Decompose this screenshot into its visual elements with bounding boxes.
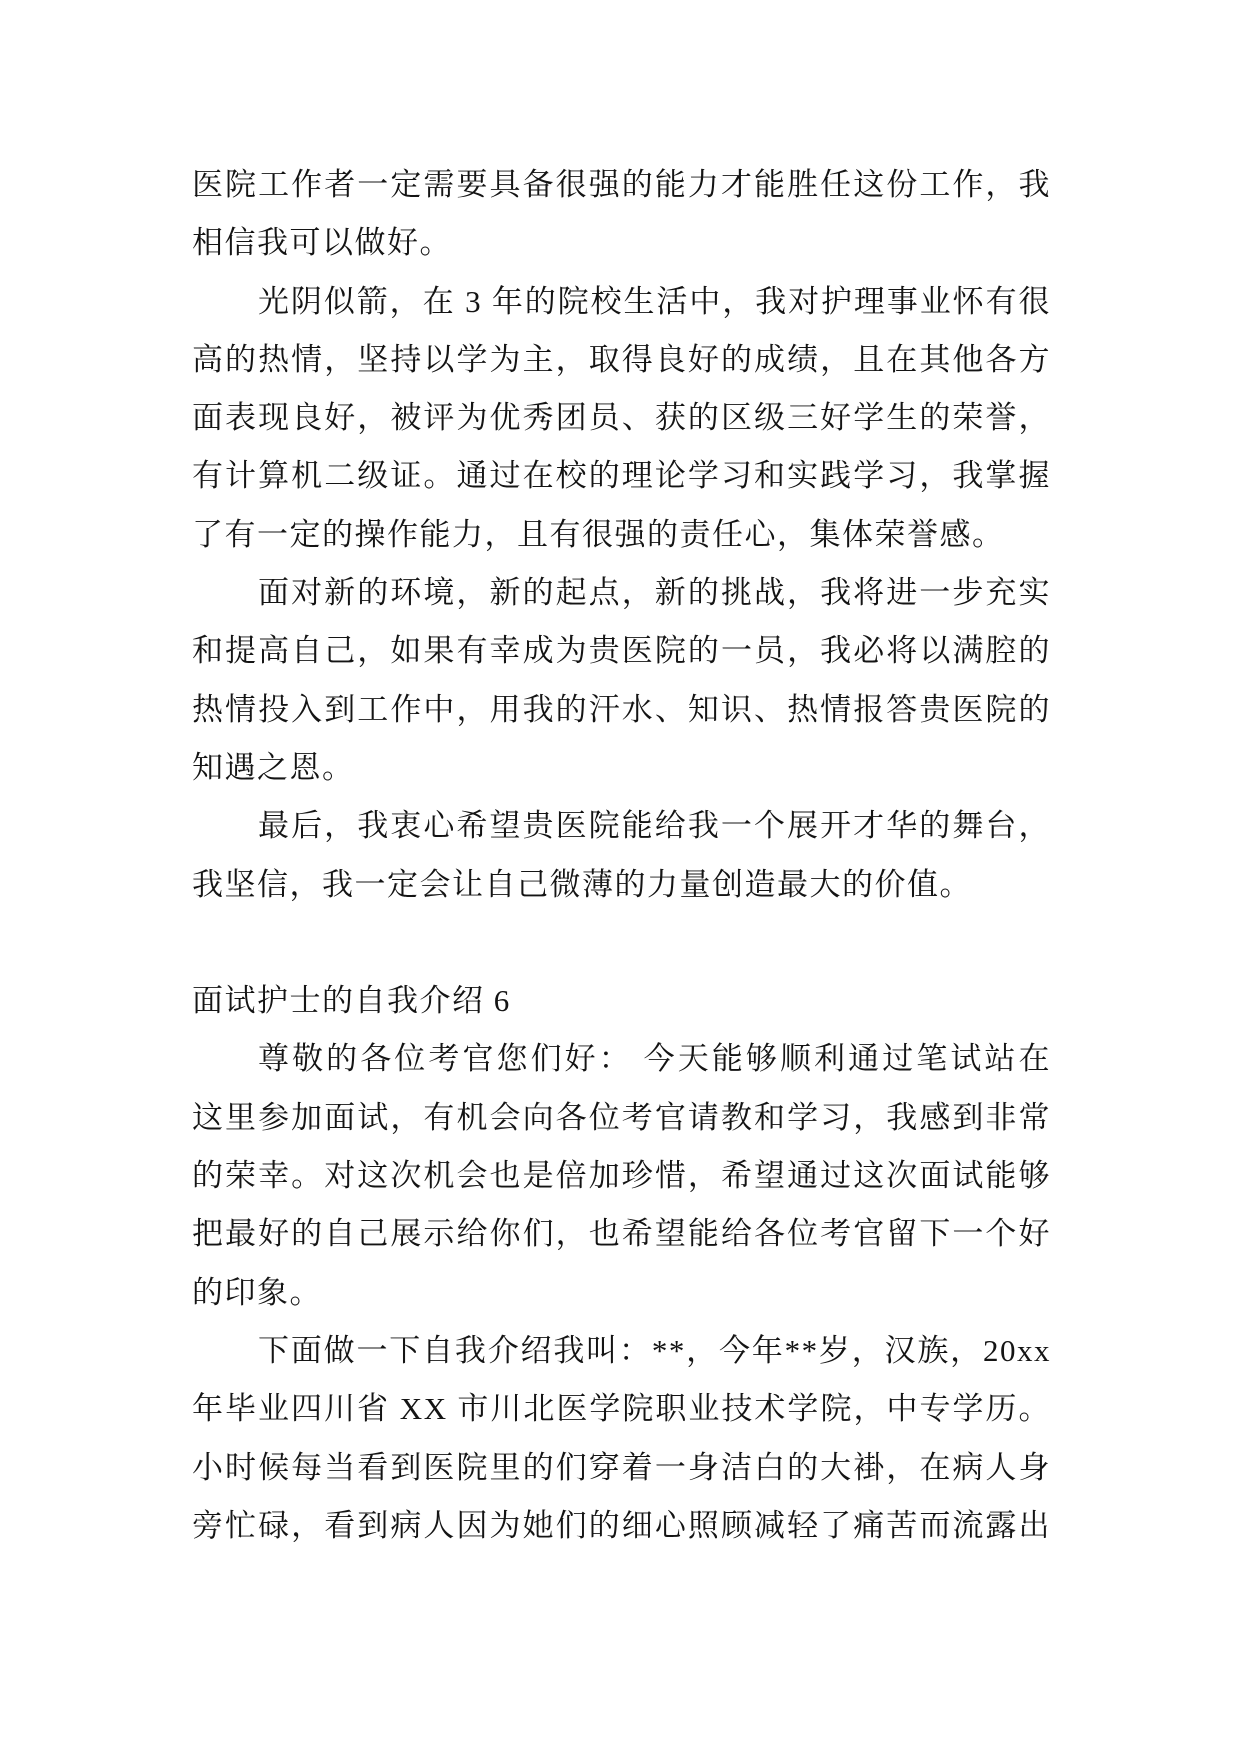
paragraph-line: 年毕业四川省 XX 市川北医学院职业技术学院，中专学历。 <box>192 1391 1051 1427</box>
paragraph-line: 热情投入到工作中，用我的汗水、知识、热情报答贵医院的 <box>192 691 1051 727</box>
paragraph-line: 相信我可以做好。 <box>192 225 452 261</box>
paragraph-line: 旁忙碌，看到病人因为她们的细心照顾减轻了痛苦而流露出 <box>192 1507 1051 1543</box>
text-body <box>192 156 1051 1555</box>
paragraph-line: 面表现良好，被评为优秀团员、获的区级三好学生的荣誉， <box>192 400 1051 436</box>
paragraph-line: 小时候每当看到医院里的们穿着一身洁白的大褂，在病人身 <box>192 1449 1051 1485</box>
paragraph <box>192 156 1051 273</box>
section <box>192 972 1051 1555</box>
paragraph-line: 光阴似箭，在 3 年的院校生活中，我对护理事业怀有很 <box>258 283 1051 319</box>
paragraph-line: 的荣幸。对这次机会也是倍加珍惜，希望通过这次面试能够 <box>192 1158 1051 1194</box>
paragraph-line: 尊敬的各位考官您们好： 今天能够顺利通过笔试站在 <box>258 1041 1051 1077</box>
paragraph-line: 面对新的环境，新的起点，新的挑战，我将进一步充实 <box>258 575 1051 611</box>
paragraph-line: 高的热情，坚持以学为主，取得良好的成绩，且在其他各方 <box>192 341 1051 377</box>
paragraph <box>192 1322 1051 1555</box>
paragraph <box>192 797 1051 914</box>
paragraph-line: 知遇之恩。 <box>192 749 355 785</box>
paragraph-line: 这里参加面试，有机会向各位考官请教和学习，我感到非常 <box>192 1099 1051 1135</box>
section-spacer <box>192 914 1051 972</box>
paragraph-line: 和提高自己，如果有幸成为贵医院的一员，我必将以满腔的 <box>192 633 1051 669</box>
paragraph-line: 的印象。 <box>192 1274 322 1310</box>
paragraph <box>192 1030 1051 1321</box>
paragraph-line: 把最好的自己展示给你们，也希望能给各位考官留下一个好 <box>192 1216 1051 1252</box>
paragraph-line: 我坚信，我一定会让自己微薄的力量创造最大的价值。 <box>192 866 972 902</box>
paragraph-line: 下面做一下自我介绍我叫：**，今年**岁，汉族，20xx <box>258 1332 1051 1368</box>
paragraph <box>192 564 1051 797</box>
paragraph <box>192 273 1051 564</box>
paragraph-line: 最后，我衷心希望贵医院能给我一个展开才华的舞台， <box>258 808 1051 844</box>
paragraph-line: 了有一定的操作能力，且有很强的责任心，集体荣誉感。 <box>192 516 1005 552</box>
section-heading: 面试护士的自我介绍 6 <box>192 983 511 1019</box>
paragraph-line: 医院工作者一定需要具备很强的能力才能胜任这份工作，我 <box>192 167 1051 202</box>
paragraph-line: 有计算机二级证。通过在校的理论学习和实践学习，我掌握 <box>192 458 1051 494</box>
